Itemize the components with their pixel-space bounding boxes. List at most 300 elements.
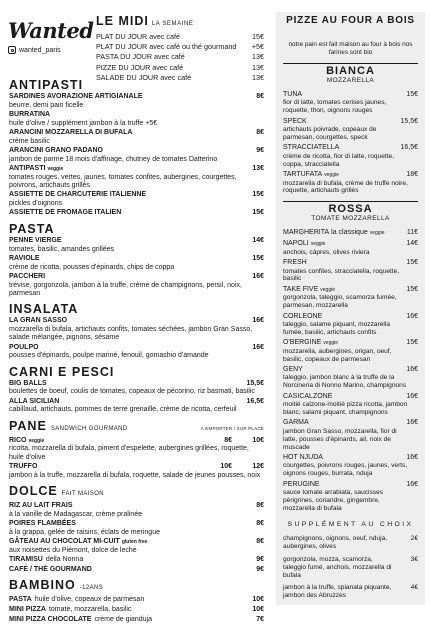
menu-item [9,93,264,110]
item-name: PACCHERI [9,273,46,280]
supplement-list [283,535,418,600]
pizza-name: TAKE FIVE [283,285,319,293]
menu-item-title [9,209,121,218]
menu-item [9,129,264,146]
midi-list [96,32,264,83]
menu-item [9,566,264,575]
antipasti-section [9,78,264,218]
item-price: 16€ [252,343,264,351]
menu-item-title [9,520,76,529]
item-price: 8€ [256,520,264,528]
section-title: DOLCE FAIT MAISON [9,484,264,501]
section-title: PANE SANDWICH GOURMAND À EMPORTER / SUR PLACE [9,419,264,436]
section-title: PASTA [9,222,55,236]
pizza-name: GARMA [283,419,309,427]
supplement-text: jambon à la truffe, spianata piquante, jambon des Abruzzes [283,584,392,600]
pizza-item [283,454,418,478]
item-name: SALADE DU JOUR avec café [96,72,192,82]
insalata-section [9,302,264,360]
section-title: INSALATA [9,302,79,317]
menu-item [9,398,264,415]
item-description: pickles d'oignons [9,200,63,207]
supplement-text: champignons, oignons, oeuf, nduja, aubergines, olives [283,534,388,550]
menu-item [9,556,264,565]
pizza-name: CASICALZONE [283,392,333,400]
pizza-price: 11€ [406,229,418,237]
pizza-description: mozzarella, aubergines, origan, oeuf, basilic, copeaux de parmesan [283,347,392,363]
menu-item [9,616,264,625]
pizza-item [283,91,418,115]
pizza-item [283,419,418,451]
midi-section [96,14,264,83]
menu-item-title [9,538,147,547]
menu-item-title [9,380,47,389]
menu-item-name-row [9,566,264,575]
item-price: +5€ [251,42,264,52]
pizza-title [283,91,302,99]
item-name: RAVIOLE [9,255,40,262]
pizza-description: tomates confites, stracciatella, roquette, basilic [283,267,400,283]
item-name: MINI PIZZA [9,606,46,613]
item-name: CAFÉ / THÉ GOURMAND [9,565,92,573]
pizza-item [283,286,418,310]
pasta-section [9,222,264,298]
pizza-item [283,366,418,390]
item-name: POIRES FLAMBÉES [9,520,76,528]
section-title: BAMBINO -12ANS [9,578,264,595]
item-name: ASSIETTE DE FROMAGE ITALIEN [9,209,122,217]
item-price: 8€ [256,93,264,100]
menu-item-name-row [9,538,264,547]
item-price: 8€ [256,502,264,510]
pizza-title [283,419,309,427]
menu-item-name-row [9,165,264,174]
pizza-name: TARTUFATA [283,171,323,179]
rossa-title: ROSSA [328,203,373,216]
supplement-price: 3€ [410,555,418,563]
menu-item [9,191,264,208]
pizza-price: 15,5€ [400,117,418,125]
pizza-title [283,259,307,267]
pizza-name: TUNA [283,91,303,98]
item-price: 16€ [252,273,264,280]
menu-item-name-row [9,111,264,120]
pizza-price: 15€ [406,259,418,267]
item-name-suffix: crème de gianduja [94,615,153,623]
pizza-name-row [283,118,418,126]
item-name: ARANCINI GRANO PADANO [9,147,103,154]
pizza-tag: veggie [323,340,339,347]
pizza-title [283,313,322,321]
menu-item-name-row [9,344,264,353]
menu-item-name-row [9,255,264,264]
menu-item-name-row [9,273,264,282]
dolce-section [9,484,264,574]
item-price: 13€ [252,52,264,62]
pizza-name-row [283,393,418,401]
item-price: 15€ [252,209,264,217]
pizza-title [283,118,307,126]
item-name: PASTA [9,596,32,604]
item-name: GÂTEAU AU CHOCOLAT MI-CUIT [9,538,120,546]
pizza-tag: veggie [369,230,385,237]
pizza-item [283,393,418,417]
item-price-onsite: 10€ [252,436,264,444]
item-price: 13€ [252,72,264,82]
pizze-panel [276,12,425,605]
pizza-description: fior di latte, tomates cerises jaunes, roquette, thon, oignons rouges [283,99,387,115]
menu-item-title [9,398,59,407]
pizza-name: O'BERGINE [283,339,322,347]
item-description: pousses d'épinards, poulpe mariné, fenouil, gomashio d'amande [9,352,209,360]
menu-item [9,520,264,537]
item-price-takeaway: 10€ [220,463,232,471]
brand-name: Wanted [8,18,94,43]
menu-item-title [9,317,67,326]
menu-item [9,317,264,342]
menu-item [9,344,264,361]
item-description: mozzarella di bufala, artichauts confits, tomates séchées, jambon Gran Sasso, salade mélangée, pignons, sésame [9,326,253,342]
pizza-price: 16€ [406,392,418,400]
pizza-name: FRESH [283,259,307,267]
pizza-title [283,366,303,374]
menu-item-name-row [9,616,264,625]
item-tag: veggie [28,437,45,444]
section-subtitle: SANDWICH GOURMAND [50,425,128,432]
supplement-item [283,535,418,551]
menu-item-title [9,129,132,138]
pizza-description: jambon Gran Sasso, mozzarella, fior di latte, pousses d'épinards, ail, noix de muscade [283,427,397,451]
menu-item [9,255,264,272]
item-name: BIG BALLS [9,379,47,387]
menu-item-title [9,111,50,120]
pizza-description: taleggio, salame piquant, mozzarella fumée, basilic, artichauts confits [283,320,391,336]
item-description: tomates rouges, vertes, jaunes, tomates confites, aubergines, courgettes, poivrons, artichauts grillés [9,173,237,189]
item-tag: veggie [47,166,64,172]
menu-item-title [9,502,73,511]
midi-item [96,52,264,62]
pizza-name-row [283,259,418,267]
pizza-title [283,240,325,248]
item-name-suffix: della Nonna [45,556,84,564]
pizza-price: 15€ [406,285,418,293]
pizza-title [283,171,339,179]
pizza-name: HOT NJUDA [283,454,323,462]
pizza-item [283,144,418,168]
item-description: cabillaud, artichauts, pommes de terre grenaille, crème de ricotta, cerfeuil [9,406,237,414]
item-price: 9€ [256,147,264,154]
pizza-description: moitié calzone-moitié pizza ricotta, jambon blanc, salami piquant, champignons [283,401,408,416]
item-description: aux noisettes du Piémont, dolce de leche [9,546,137,554]
midi-item [96,63,264,73]
pizza-name: STRACCIATELLA [283,144,340,152]
pizza-description: sauce tomate arrabiata, saucisses périgrines, coriandre, gingembre, mozzarella di bufala [283,489,384,512]
item-name: RICO [9,436,27,444]
pizza-item [283,481,418,513]
pizza-item [283,229,418,237]
item-prices [220,463,264,472]
divider [283,63,418,64]
supplement-item [283,556,418,580]
item-price: 10€ [252,596,264,604]
menu-item [9,380,264,397]
item-description: crème de ricotta, pousses d'épinards, chips de coppa [9,263,175,271]
menu-item [9,209,264,218]
item-price: 16€ [252,317,264,325]
item-name-suffix: tomate, mozzarella, basilic [48,606,132,613]
pizza-price: 16€ [406,312,418,320]
menu-item [9,596,264,605]
pizza-price: 16€ [406,419,418,427]
carni-section [9,365,264,415]
menu-item-title [9,165,63,174]
pizza-name: CORLEONE [283,312,323,320]
pizza-price: 18€ [406,171,418,179]
pizza-name: MARGHERITA [283,229,330,237]
item-price: 7€ [256,615,264,623]
menu-item-name-row [9,129,264,138]
pizza-name-row [283,339,418,347]
item-price: 13€ [252,62,264,72]
midi-subtitle: LA SEMAINE [151,21,194,27]
midi-item [96,32,264,42]
pizza-title [283,229,384,237]
supplement-item [283,584,418,600]
pizza-tag: veggie [324,172,339,179]
item-name-suffix: huile d'olive, copeaux de parmesan [34,596,145,604]
pizza-tag: veggie [320,286,336,293]
pizza-item [283,313,418,337]
menu-item [9,273,264,298]
bambino-section [9,578,264,624]
pasta-list [9,237,264,298]
bambino-list [9,596,264,624]
pizza-item [283,240,418,256]
item-price: 8€ [256,538,264,546]
item-name: SARDINES AVORAZIONE ARTIGIANALE [9,93,143,100]
pizza-description: crème de ricotta, fior di latte, roquette, coppa, stracciatella [283,152,395,168]
menu-item-name-row [9,147,264,156]
pizza-description: artichauts poivrade, copeaux de parmesan, courgettes, speck [283,126,377,142]
item-price: 13€ [252,165,264,172]
item-price: 9€ [256,565,264,573]
item-tag: gluten free [121,539,148,546]
menu-item-title [9,147,103,156]
menu-item-title [9,606,131,615]
menu-item-title [9,191,146,200]
pizza-name-row [283,286,418,294]
left-menu [9,78,264,628]
item-name: ALLA SICILIAN [9,397,60,405]
section-subtitle: -12ANS [79,585,104,592]
menu-item-name-row [9,437,264,446]
menu-item-title [9,344,39,353]
pizza-description: taleggio, jambon blanc à la truffe de la Norcineria di Nonno Marino, champignons [283,374,407,390]
menu-item [9,606,264,615]
bianca-subtitle: MOZZARELLA [326,77,375,84]
pizza-description: mozzarella di bufala, crème de truffe noire, roquette, artichauts grillés [283,179,408,195]
menu-item-name-row [9,502,264,511]
item-price: 9€ [256,556,264,564]
menu-item-title [9,556,83,565]
pizza-price: 14€ [406,240,418,248]
item-price: 14€ [252,237,264,244]
menu-item [9,165,264,190]
item-name: TRUFFO [9,463,38,471]
menu-item-name-row [9,398,264,407]
pizza-name-row [283,481,418,489]
item-description: jambon à la truffe, mozzarella di bufala, roquette, salade de jeunes pousses, noix [9,471,261,479]
pizza-price: 15€ [406,91,418,98]
menu-item-title [9,463,37,472]
item-price-onsite: 12€ [252,463,264,471]
menu-item [9,111,264,128]
item-name: TIRAMISU [9,556,43,564]
menu-item-name-row [9,463,264,472]
pizza-title [283,481,320,489]
menu-item-title [9,566,92,575]
menu-item [9,437,264,462]
instagram-handle-text: wanted_paris [19,46,61,54]
pizza-price: 16€ [406,365,418,373]
item-description: beurre, demi pain ficelle [9,101,84,109]
pane-section [9,419,264,480]
pizza-name-row [283,419,418,427]
menu-item-title [9,237,62,246]
menu-item-title [9,93,143,102]
menu-item-name-row [9,209,264,218]
menu-item-name-row [9,237,264,246]
item-name: ASSIETTE DE CHARCUTERIE ITALIENNE [9,191,147,199]
item-price: 16,5€ [246,397,264,405]
pizza-description: courgettes, poivrons rouges, jaunes, verts, oignons rouges, burrata, nduja [283,462,408,478]
item-price: 15€ [252,32,264,41]
item-name: PENNE VIERGE [9,237,62,244]
supplement-title: SUPPLÉMENT AU CHOIX [287,520,414,528]
menu-item [9,502,264,519]
menu-item-title [9,437,44,446]
section-title: ANTIPASTI [9,78,84,92]
pizza-name-row [283,91,418,99]
item-description: tomates, basilic, amandes grillées [9,245,115,253]
item-price: 15€ [252,191,264,199]
section-title: CARNI E PESCI [9,364,115,379]
bianca-title: BIANCA [326,65,375,77]
pizza-price: 16€ [406,454,418,462]
menu-item [9,237,264,254]
instagram-icon [8,46,16,54]
pizza-name: SPECK [283,117,307,125]
bianca-list [283,91,418,195]
pizza-item [283,339,418,363]
pizza-title [283,339,338,347]
pizza-name-row [283,454,418,462]
menu-item-name-row [9,606,264,615]
item-description: à la grappa, gelée de raisins, éclats de meringue [9,528,160,536]
item-name: POULPO [9,343,39,351]
item-description: trévise, gorgonzola, jambon à la truffe, crème de champignons, persil, noix, parmesan [9,281,242,297]
midi-item [96,42,264,52]
supplement-price: 4€ [410,584,418,592]
item-name: PLAT DU JOUR avec café [96,32,181,41]
item-name: ARANCINI MOZZARELLA DI BUFALA [9,129,133,136]
item-price-takeaway: 8€ [224,436,232,444]
pizze-intro: notre pain est fait maison au four à bois nos farines sont bio [288,41,413,56]
pizza-name-row [283,240,418,248]
pizza-name: NAPOLI [283,240,309,248]
item-prices [224,437,264,446]
instagram-handle[interactable] [8,46,78,54]
menu-item-name-row [9,520,264,529]
menu-item-name-row [9,380,264,389]
insalata-list [9,317,264,360]
menu-item-name-row [9,317,264,326]
item-price: 10€ [252,606,264,613]
item-price: 15,5€ [246,379,264,387]
section-subtitle: FAIT MAISON [61,491,105,498]
item-name: PIZZE DU JOUR avec café [96,62,184,72]
midi-title: LE MIDI LA SEMAINE [96,14,194,28]
item-description: à la vanille de Madagascar, crème pralinée [9,510,143,518]
pizza-title [283,144,339,152]
pizza-name: PERUGINE [283,480,320,488]
pizza-title [283,393,332,401]
pizza-description: anchois, câpres, olives riviera [283,248,370,256]
menu-item-name-row [9,596,264,605]
item-name: LA GRAN SASSO [9,317,68,325]
item-name: RIZ AU LAIT FRAIS [9,502,73,510]
item-name: BURRATINA [9,111,51,118]
pizza-name-row [283,144,418,152]
item-description: crème basilic [9,137,50,145]
divider [283,201,418,202]
item-price: 15€ [252,255,264,262]
pizza-tag: veggie [310,241,326,248]
menu-item-title [9,273,45,282]
rossa-list [283,229,418,513]
item-name: PLAT DU JOUR avec café ou thé gourmand [96,42,237,52]
supplement-price: 2€ [410,534,418,542]
menu-item [9,147,264,164]
pizza-item [283,171,418,195]
pizze-title: PIZZE AU FOUR A BOIS [286,15,415,26]
pizza-name-row [283,229,418,237]
menu-item-name-row [9,191,264,200]
rossa-subtitle: TOMATE MOZZARELLA [311,215,390,223]
menu-item-title [9,596,144,605]
pizza-price: 16,5€ [400,144,418,152]
item-description: jambon de parme 18 mois d'affinage, chutney de tomates Datterino [9,155,218,163]
item-description: huile d'olive / supplément jambon à la truffe +5€ [9,119,158,127]
pizza-title [283,286,335,294]
menu-item-title [9,616,152,625]
pizza-price: 16€ [406,480,418,488]
pizza-description: gorgonzola, taleggio, scamorza fumée, parmesan, mozzarella [283,294,397,310]
pizza-title [283,454,323,462]
menu-item-title [9,255,40,264]
pizza-item [283,118,418,142]
item-price: 8€ [256,129,264,136]
pizza-name-row [283,313,418,321]
antipasti-list [9,93,264,218]
pizza-name: GENY [283,365,303,373]
item-name: ANTIPASTI [9,165,46,172]
menu-item-name-row [9,93,264,102]
pizza-name-row [283,171,418,179]
supplement-text: gorgonzola, mozza, scamorza, taleggio fumé, anchois, mozzarella di bufala [283,555,392,579]
carni-list [9,380,264,415]
menu-item [9,538,264,555]
